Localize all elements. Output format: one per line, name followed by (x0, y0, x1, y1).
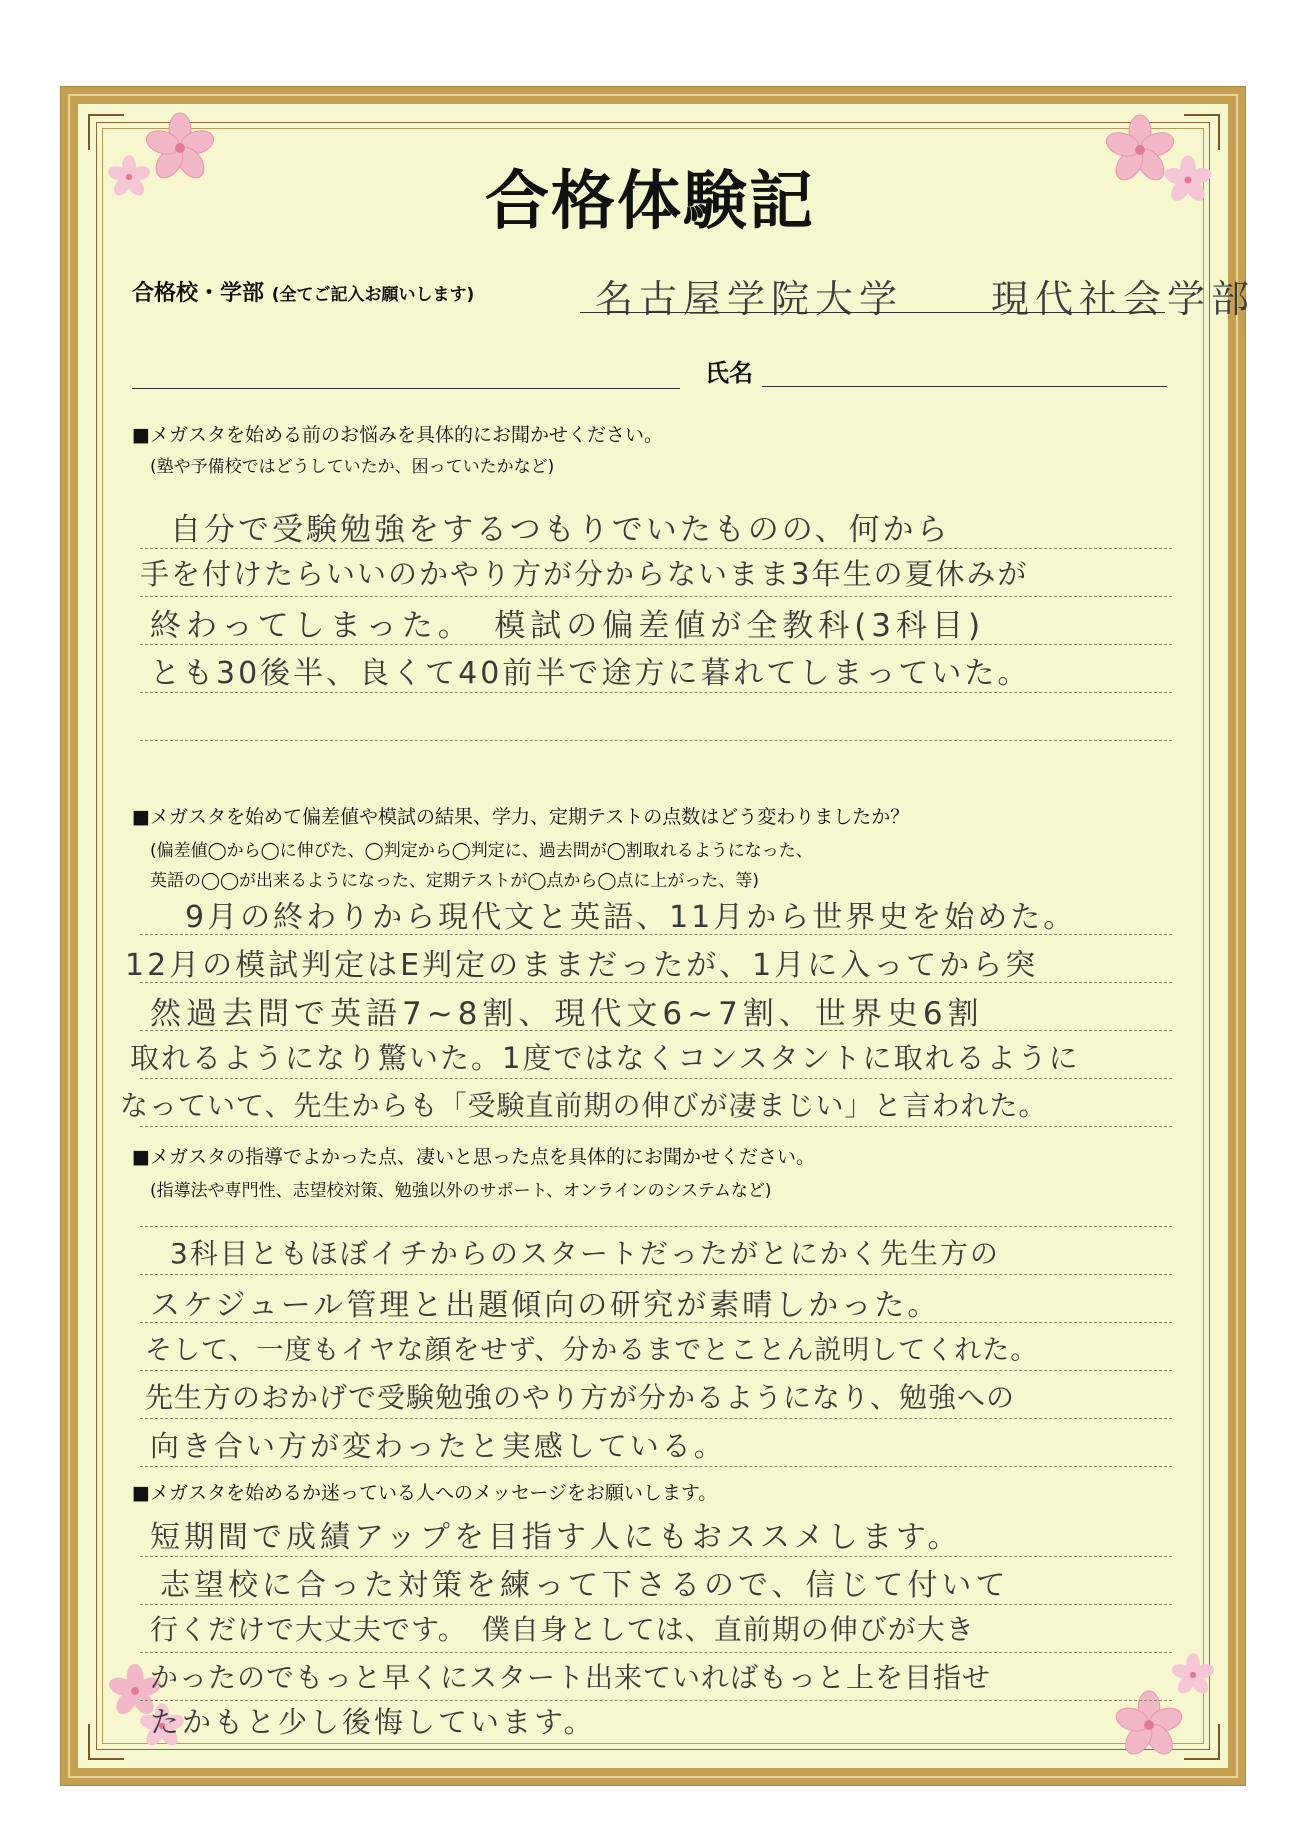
answer-2-line-3: 然過去問で英語7~8割、現代文6~7割、世界史6割 (150, 996, 984, 1032)
name-label: 氏名 (705, 359, 753, 387)
answer-4-line-2: 志望校に合った対策を練って下さるので、信じて付いて (160, 1568, 1010, 1603)
answer-rule (140, 1226, 1172, 1227)
answer-2-line-1: 9月の終わりから現代文と英語、11月から世界史を始めた。 (185, 900, 1077, 935)
question-1: ■メガスタを始める前のお悩みを具体的にお聞かせください。 (132, 424, 663, 446)
question-2-hint-2: 英語の◯◯が出来るようになった、定期テストが◯点から◯点に上がった、等) (150, 871, 760, 891)
answer-3-line-2: スケジュール管理と出題傾向の研究が素晴しかった。 (150, 1288, 941, 1323)
answer-rule (140, 1604, 1172, 1605)
answer-rule (140, 1078, 1172, 1079)
answer-3-line-3: そして、一度もイヤな顔をせず、分かるまでとことん説明してくれた。 (145, 1335, 1039, 1366)
answer-rule (140, 596, 1172, 597)
answer-4-line-3: 行くだけで大丈夫です。 僕自身としては、直前期の伸びが大き (150, 1613, 975, 1646)
question-3-hint: (指導法や専門性、志望校対策、勉強以外のサポート、オンラインのシステムなど) (150, 1181, 772, 1201)
corner-ornament-tl (88, 114, 124, 150)
answer-2-line-5: なっていて、先生からも「受験直前期の伸びが凄まじい」と言われた。 (120, 1089, 1048, 1122)
answer-1-line-3: 終わってしまった。 模試の偏差値が全教科(3科目) (150, 608, 986, 644)
corner-ornament-tr (1184, 114, 1220, 150)
question-2: ■メガスタを始めて偏差値や模試の結果、学力、定期テストの点数はどう変わりましたか？ (132, 806, 910, 828)
answer-rule (140, 1652, 1172, 1653)
question-1-hint: (塾や予備校ではどうしていたか、困っていたかなど) (150, 457, 555, 477)
question-2-hint-1: (偏差値◯から◯に伸びた、◯判定から◯判定に、過去問が◯割取れるようになった、 (150, 841, 813, 861)
school-value: 名古屋学院大学 現代社会学部 (595, 277, 1256, 321)
question-3: ■メガスタの指導でよかった点、凄いと思った点を具体的にお聞かせください。 (132, 1146, 815, 1168)
answer-rule (140, 1274, 1172, 1275)
answer-rule (140, 1418, 1172, 1419)
answer-rule (140, 1126, 1172, 1127)
name-underline-right (762, 386, 1167, 387)
answer-rule (140, 740, 1172, 741)
question-4: ■メガスタを始めるか迷っている人へのメッセージをお願いします。 (132, 1482, 718, 1504)
answer-rule (140, 1556, 1172, 1557)
answer-3-line-4: 先生方のおかげで受験勉強のやり方が分かるようになり、勉強への (145, 1381, 1016, 1414)
page-title: 合格体験記 (485, 164, 815, 239)
answer-rule (140, 1370, 1172, 1371)
corner-ornament-br (1184, 1724, 1220, 1760)
answer-1-line-1: 自分で受験勉強をするつもりでいたものの、何から (170, 512, 951, 548)
school-underline (580, 312, 1165, 313)
answer-rule (140, 692, 1172, 693)
answer-4-line-5: たかもと少し後悔しています。 (150, 1705, 596, 1739)
answer-1-line-4: とも30後半、良くて40前半で途方に暮れてしまっていた。 (150, 656, 1031, 691)
school-label-text: 合格校・学部 (132, 281, 265, 306)
name-underline-left (132, 388, 680, 389)
answer-2-line-2: 12月の模試判定はE判定のままだったが、1月に入ってから突 (125, 948, 1039, 983)
answer-4-line-1: 短期間で成績アップを目指す人にもおススメします。 (150, 1520, 962, 1555)
cherry-blossom-icon (1168, 1650, 1218, 1700)
answer-3-line-1: 3科目ともほぼイチからのスタートだったがとにかく先生方の (170, 1237, 1000, 1270)
answer-1-line-2: 手を付けたらいいのかやり方が分からないまま3年生の夏休みが (140, 557, 1029, 591)
answer-2-line-4: 取れるようになり驚いた。1度ではなくコンスタントに取れるように (130, 1041, 1080, 1075)
answer-4-line-4: かったのでもっと早くにスタート出来ていればもっと上を目指せ (150, 1661, 992, 1694)
answer-rule (140, 1466, 1172, 1467)
answer-3-line-5: 向き合い方が変わったと実感している。 (150, 1429, 726, 1463)
corner-ornament-bl (88, 1724, 124, 1760)
school-label (132, 276, 474, 307)
school-label-note: (全てご記入お願いします) (271, 285, 475, 305)
